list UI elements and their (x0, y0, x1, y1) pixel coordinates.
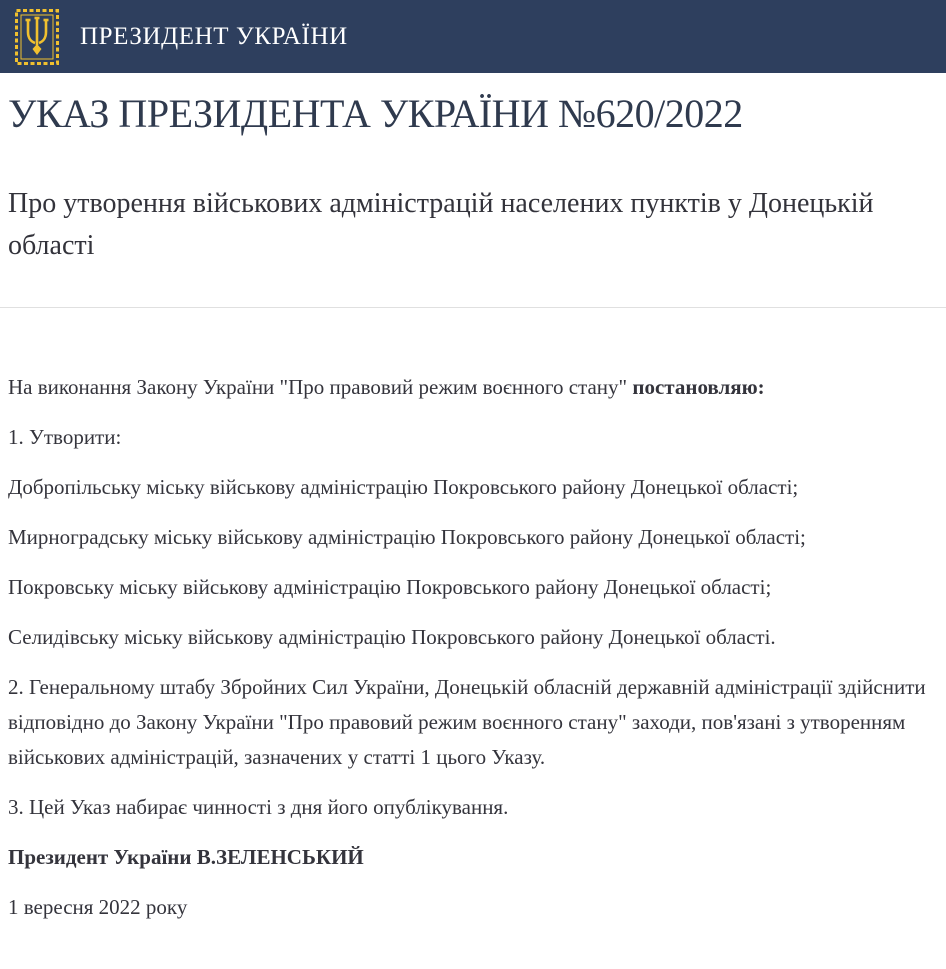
decree-subtitle: Про утворення військових адміністрацій населених пунктів у Донецькій області (8, 188, 874, 261)
paragraph-admin-myrnohrad: Мирноградську міську військову адміністрацію Покровського району Донецької області; (8, 525, 806, 549)
decree-body (8, 370, 938, 925)
site-header (0, 0, 946, 73)
signature-line: Президент України В.ЗЕЛЕНСЬКИЙ (8, 845, 364, 869)
paragraph-item-1: 1. Утворити: (8, 425, 122, 449)
decree-intro (8, 370, 938, 405)
paragraph-admin-selydove: Селидівську міську військову адміністрацію Покровського району Донецької області. (8, 625, 776, 649)
trident-emblem-icon[interactable] (14, 8, 60, 66)
divider (0, 307, 946, 308)
intro-text: На виконання Закону України "Про правовий режим воєнного стану" (8, 375, 633, 399)
site-brand[interactable]: ПРЕЗИДЕНТ УКРАЇНИ (80, 22, 348, 50)
paragraph-admin-dobropillia: Добропільську міську військову адміністрацію Покровського району Донецької області; (8, 475, 799, 499)
intro-resolve-word: постановляю: (632, 375, 765, 399)
decree-article (0, 91, 946, 925)
paragraph-admin-pokrovsk: Покровську міську військову адміністрацію Покровського району Донецької області; (8, 575, 772, 599)
paragraph-item-2: 2. Генеральному штабу Збройних Сил України, Донецькій обласній державній адміністрації здійснити відповідно до Закону України "Про правовий режим воєнного стану" заходи, пов'язані з утворенням військових адміністрацій, зазначених у статті 1 цього Указу. (8, 675, 926, 769)
decree-date: 1 вересня 2022 року (8, 895, 188, 919)
trident-icon (26, 18, 49, 45)
trident-base (33, 44, 42, 55)
paragraph-item-3: 3. Цей Указ набирає чинності з дня його опублікування. (8, 795, 509, 819)
decree-title: УКАЗ ПРЕЗИДЕНТА УКРАЇНИ №620/2022 (8, 91, 743, 136)
